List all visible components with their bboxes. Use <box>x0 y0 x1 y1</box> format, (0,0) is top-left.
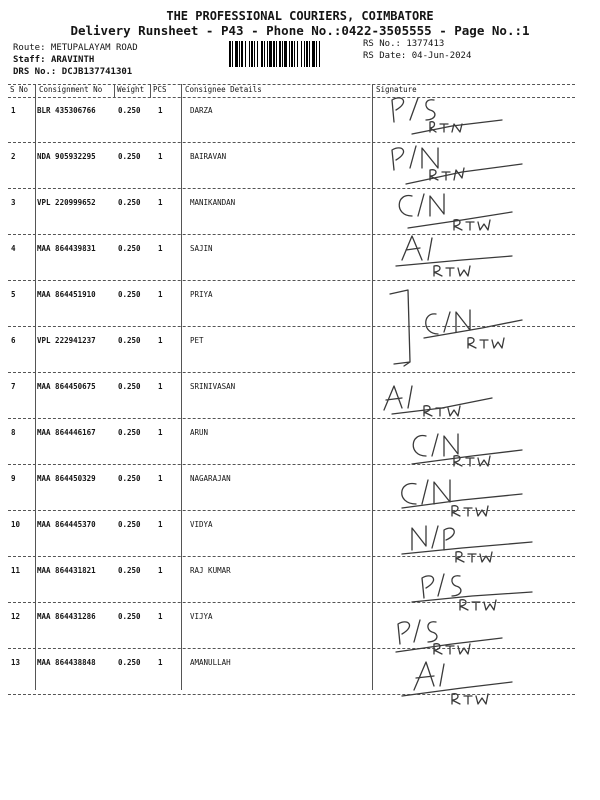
row-weight: 0.250 <box>118 658 141 667</box>
column-divider <box>35 84 36 690</box>
row-weight: 0.250 <box>118 474 141 483</box>
row-weight: 0.250 <box>118 198 141 207</box>
row-sno: 2 <box>11 152 16 161</box>
row-consignee: PRIYA <box>190 290 213 299</box>
runsheet-subtitle: Delivery Runsheet - P43 - Phone No.:0422-3505555 - Page No.:1 <box>70 23 530 38</box>
col-header-weight: Weight <box>117 85 145 94</box>
row-sno: 13 <box>11 658 21 667</box>
row-consignment-no: BLR 435306766 <box>37 106 96 115</box>
row-consignment-no: MAA 864431821 <box>37 566 96 575</box>
row-consignment-no: MAA 864438848 <box>37 658 96 667</box>
row-sno: 9 <box>11 474 16 483</box>
row-consignee: AMANULLAH <box>190 658 231 667</box>
row-weight: 0.250 <box>118 106 141 115</box>
row-consignment-no: VPL 220999652 <box>37 198 96 207</box>
signature-mark <box>392 98 502 134</box>
row-weight: 0.250 <box>118 290 141 299</box>
row-sno: 6 <box>11 336 16 345</box>
row-consignee: DARZA <box>190 106 213 115</box>
signature-mark <box>412 434 522 466</box>
row-weight: 0.250 <box>118 382 141 391</box>
row-pcs: 1 <box>158 244 163 253</box>
column-divider <box>181 84 182 690</box>
signature-mark <box>396 236 512 276</box>
row-consignee: VIDYA <box>190 520 213 529</box>
row-consignment-no: MAA 864445370 <box>37 520 96 529</box>
col-header-pcs: PCS <box>153 85 167 94</box>
barcode-image <box>229 41 355 67</box>
row-consignment-no: MAA 864450675 <box>37 382 96 391</box>
signature-mark <box>402 480 522 516</box>
row-sno: 5 <box>11 290 16 299</box>
row-weight: 0.250 <box>118 244 141 253</box>
staff-label: Staff: <box>13 55 51 65</box>
row-weight: 0.250 <box>118 336 141 345</box>
route-label: Route: METUPALAYAM ROAD <box>13 43 138 53</box>
row-pcs: 1 <box>158 566 163 575</box>
row-consignee: ARUN <box>190 428 209 437</box>
row-sno: 7 <box>11 382 16 391</box>
row-consignee: PET <box>190 336 204 345</box>
row-sno: 3 <box>11 198 16 207</box>
row-weight: 0.250 <box>118 520 141 529</box>
row-pcs: 1 <box>158 152 163 161</box>
drs-line <box>13 67 132 77</box>
row-pcs: 1 <box>158 382 163 391</box>
signature-mark <box>402 662 512 704</box>
signature-mark <box>402 526 532 562</box>
row-pcs: 1 <box>158 198 163 207</box>
signature-mark <box>399 194 512 230</box>
rs-date: RS Date: 04-Jun-2024 <box>363 51 472 61</box>
row-pcs: 1 <box>158 474 163 483</box>
row-weight: 0.250 <box>118 566 141 575</box>
column-divider <box>114 84 115 98</box>
row-consignee: SAJIN <box>190 244 213 253</box>
row-consignee: RAJ KUMAR <box>190 566 231 575</box>
signature-mark <box>412 574 532 610</box>
row-consignment-no: NDA 905932295 <box>37 152 96 161</box>
signature-mark <box>392 146 522 184</box>
rs-number: RS No.: 1377413 <box>363 39 445 49</box>
row-sno: 12 <box>11 612 21 621</box>
drs-value: DCJB137741301 <box>61 67 133 77</box>
row-consignee: BAIRAVAN <box>190 152 227 161</box>
row-weight: 0.250 <box>118 152 141 161</box>
signature-mark <box>390 290 522 366</box>
row-consignee: NAGARAJAN <box>190 474 231 483</box>
barcode-bar <box>320 41 321 67</box>
row-consignee: VIJYA <box>190 612 213 621</box>
drs-label: DRS No.: <box>13 67 62 77</box>
row-consignee: MANIKANDAN <box>190 198 236 207</box>
row-pcs: 1 <box>158 428 163 437</box>
col-header-consignee: Consignee Details <box>185 85 262 94</box>
col-header-sno: S No <box>10 85 29 94</box>
staff-line <box>13 55 94 65</box>
col-header-signature: Signature <box>376 85 417 94</box>
row-pcs: 1 <box>158 612 163 621</box>
row-consignment-no: VPL 222941237 <box>37 336 96 345</box>
staff-value: ARAVINTH <box>50 55 95 65</box>
column-divider <box>150 84 151 98</box>
row-consignment-no: MAA 864451910 <box>37 290 96 299</box>
row-pcs: 1 <box>158 658 163 667</box>
row-consignment-no: MAA 864431286 <box>37 612 96 621</box>
signature-mark <box>396 620 502 654</box>
signature-mark <box>384 386 492 416</box>
row-sno: 4 <box>11 244 16 253</box>
col-header-consignment: Consignment No <box>39 85 103 94</box>
row-weight: 0.250 <box>118 612 141 621</box>
row-consignment-no: MAA 864446167 <box>37 428 96 437</box>
row-sno: 11 <box>11 566 21 575</box>
row-consignment-no: MAA 864439831 <box>37 244 96 253</box>
row-sno: 10 <box>11 520 21 529</box>
row-pcs: 1 <box>158 520 163 529</box>
row-consignment-no: MAA 864450329 <box>37 474 96 483</box>
row-sno: 8 <box>11 428 16 437</box>
handwritten-signatures <box>372 88 600 708</box>
row-pcs: 1 <box>158 290 163 299</box>
row-pcs: 1 <box>158 106 163 115</box>
row-consignee: SRINIVASAN <box>190 382 236 391</box>
row-sno: 1 <box>11 106 16 115</box>
row-pcs: 1 <box>158 336 163 345</box>
company-title: THE PROFESSIONAL COURIERS, COIMBATORE <box>166 9 434 23</box>
row-weight: 0.250 <box>118 428 141 437</box>
